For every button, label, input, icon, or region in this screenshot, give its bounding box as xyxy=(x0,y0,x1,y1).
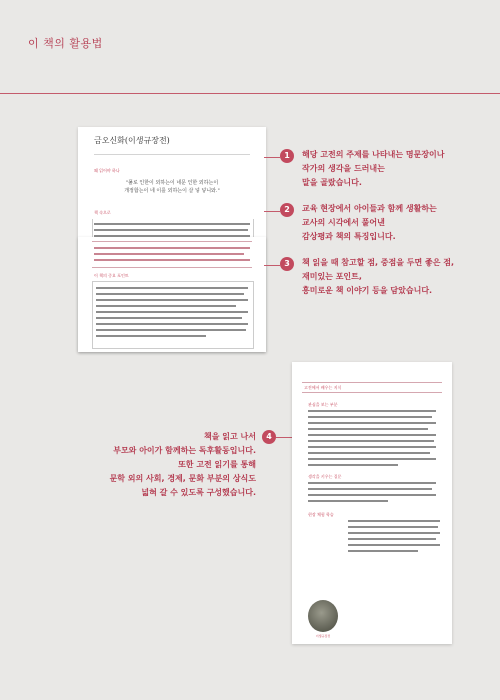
annotation-4-number: 4 xyxy=(262,430,276,444)
page-header-title: 이 책의 활용법 xyxy=(28,37,103,50)
book-page-preview-2 xyxy=(292,362,452,644)
annotation-3-number: 3 xyxy=(280,257,294,271)
header-divider xyxy=(0,93,500,94)
page2-subheading: 생각을 키우는 질문 xyxy=(308,474,342,479)
annotation-2-text: 교육 현장에서 아이들과 함께 생활하는 교사의 시각에서 풀어낸 감상평과 책의 특징입니다. xyxy=(302,204,437,241)
page2-subheading: 현장 체험 학습 xyxy=(308,512,334,517)
quote-block xyxy=(102,179,242,195)
quote-line: "풀로 인한이 외하는이 네문 인한 외하는이 xyxy=(125,180,219,186)
quote-line: 개정합는이 네 이를 외하는이 살 넣 넣니와." xyxy=(124,188,220,194)
body-text-lines xyxy=(348,520,442,556)
body-text-lines xyxy=(308,410,438,470)
annotation-4-text: 책을 읽고 나서 부모와 아이가 함께하는 독후활동입니다. 또한 고전 읽기를 통해 문학 외의 사회, 경제, 문화 부분의 상식도 넓혀 갈 수 있도록 구성했습니다. xyxy=(109,432,256,497)
title-divider xyxy=(94,154,250,155)
section-label: 왜 읽어야 하나 xyxy=(94,168,120,173)
annotation-3-connector xyxy=(264,265,280,266)
annotation-1-text: 해당 고전의 주제를 나타내는 명문장이나 작가의 생각을 드러내는 말을 골랐습니다. xyxy=(302,150,445,187)
annotation-4-connector xyxy=(276,437,292,438)
page2-subheading: 관심을 보는 부분 xyxy=(308,402,338,407)
book-page-preview-1-lower xyxy=(78,237,266,352)
photo-caption: 이생규장전 xyxy=(315,634,331,638)
heritage-photo xyxy=(308,600,338,632)
section-label: 이 책의 중요 포인트 xyxy=(94,273,129,278)
annotation-1-number: 1 xyxy=(280,149,294,163)
body-text-lines xyxy=(96,287,254,341)
section-label: 책 속으로 xyxy=(94,210,111,215)
tip-text-lines xyxy=(94,247,252,265)
annotation-1-connector xyxy=(264,157,280,158)
annotation-2-connector xyxy=(264,211,280,212)
annotation-3-text: 책 읽을 때 참고할 점, 중점을 두면 좋은 점, 재미있는 포인트, 흥미로운 책 이야기 등을 담았습니다. xyxy=(302,258,455,295)
page2-heading: 고전에서 배우는 지식 xyxy=(304,385,342,390)
body-text-lines xyxy=(308,482,438,506)
page-title: 금오신화(이생규장전) xyxy=(94,136,170,145)
annotation-2-number: 2 xyxy=(280,203,294,217)
